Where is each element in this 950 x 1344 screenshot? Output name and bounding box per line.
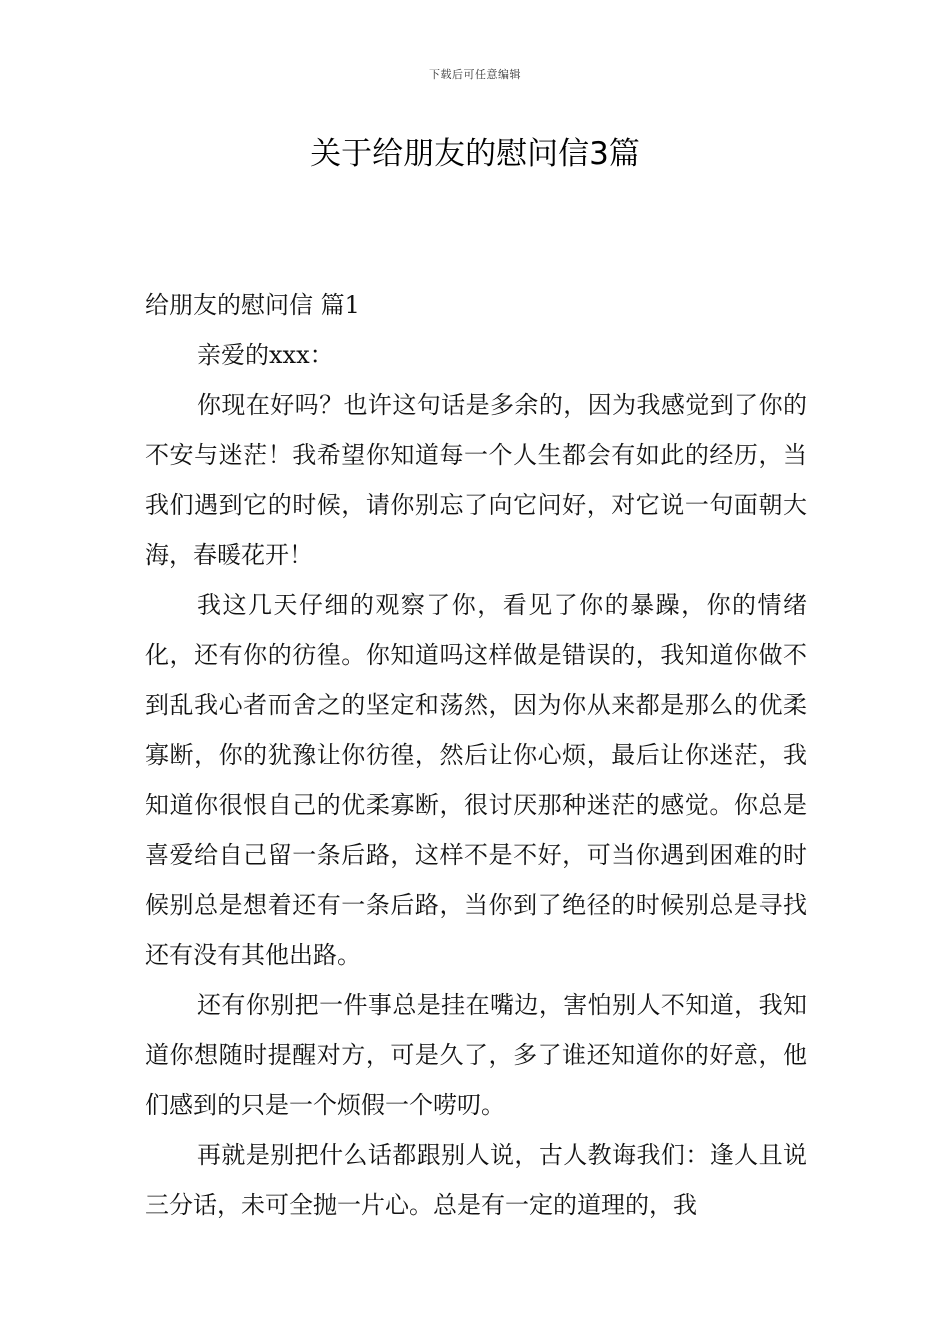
salutation: 亲爱的xxx： bbox=[197, 341, 334, 369]
header-note: 下载后可任意编辑 bbox=[429, 68, 521, 81]
paragraph: 我这几天仔细的观察了你，看见了你的暴躁，你的情绪化，还有你的彷徨。你知道吗这样做是错误的，我知道你做不到乱我心者而舍之的坚定和荡然，因为你从来都是那么的优柔寡断，你的犹豫让你彷徨，然后让你心烦，最后让你迷茫，我知道你很恨自己的优柔寡断，很讨厌那种迷茫的感觉。你总是喜爱给自己留一条后路，这样不是不好，可当你遇到困难的时候别总是想着还有一条后路，当你到了绝径的时候别总是寻找还有没有其他出路。 bbox=[145, 591, 807, 969]
document-title: 关于给朋友的慰问信3篇 bbox=[310, 136, 640, 172]
paragraph: 你现在好吗？也许这句话是多余的，因为我感觉到了你的不安与迷茫！我希望你知道每一个人生都会有如此的经历，当我们遇到它的时候，请你别忘了向它问好，对它说一句面朝大海，春暖花开！ bbox=[145, 391, 807, 569]
paragraph: 还有你别把一件事总是挂在嘴边，害怕别人不知道，我知道你想随时提醒对方，可是久了，多了谁还知道你的好意，他们感到的只是一个烦假一个唠叨。 bbox=[145, 991, 807, 1119]
section-heading: 给朋友的慰问信 篇1 bbox=[145, 291, 360, 319]
document-body bbox=[145, 280, 807, 1230]
paragraph: 再就是别把什么话都跟别人说，古人教诲我们：逢人且说三分话，未可全抛一片心。总是有一定的道理的，我 bbox=[145, 1141, 807, 1219]
